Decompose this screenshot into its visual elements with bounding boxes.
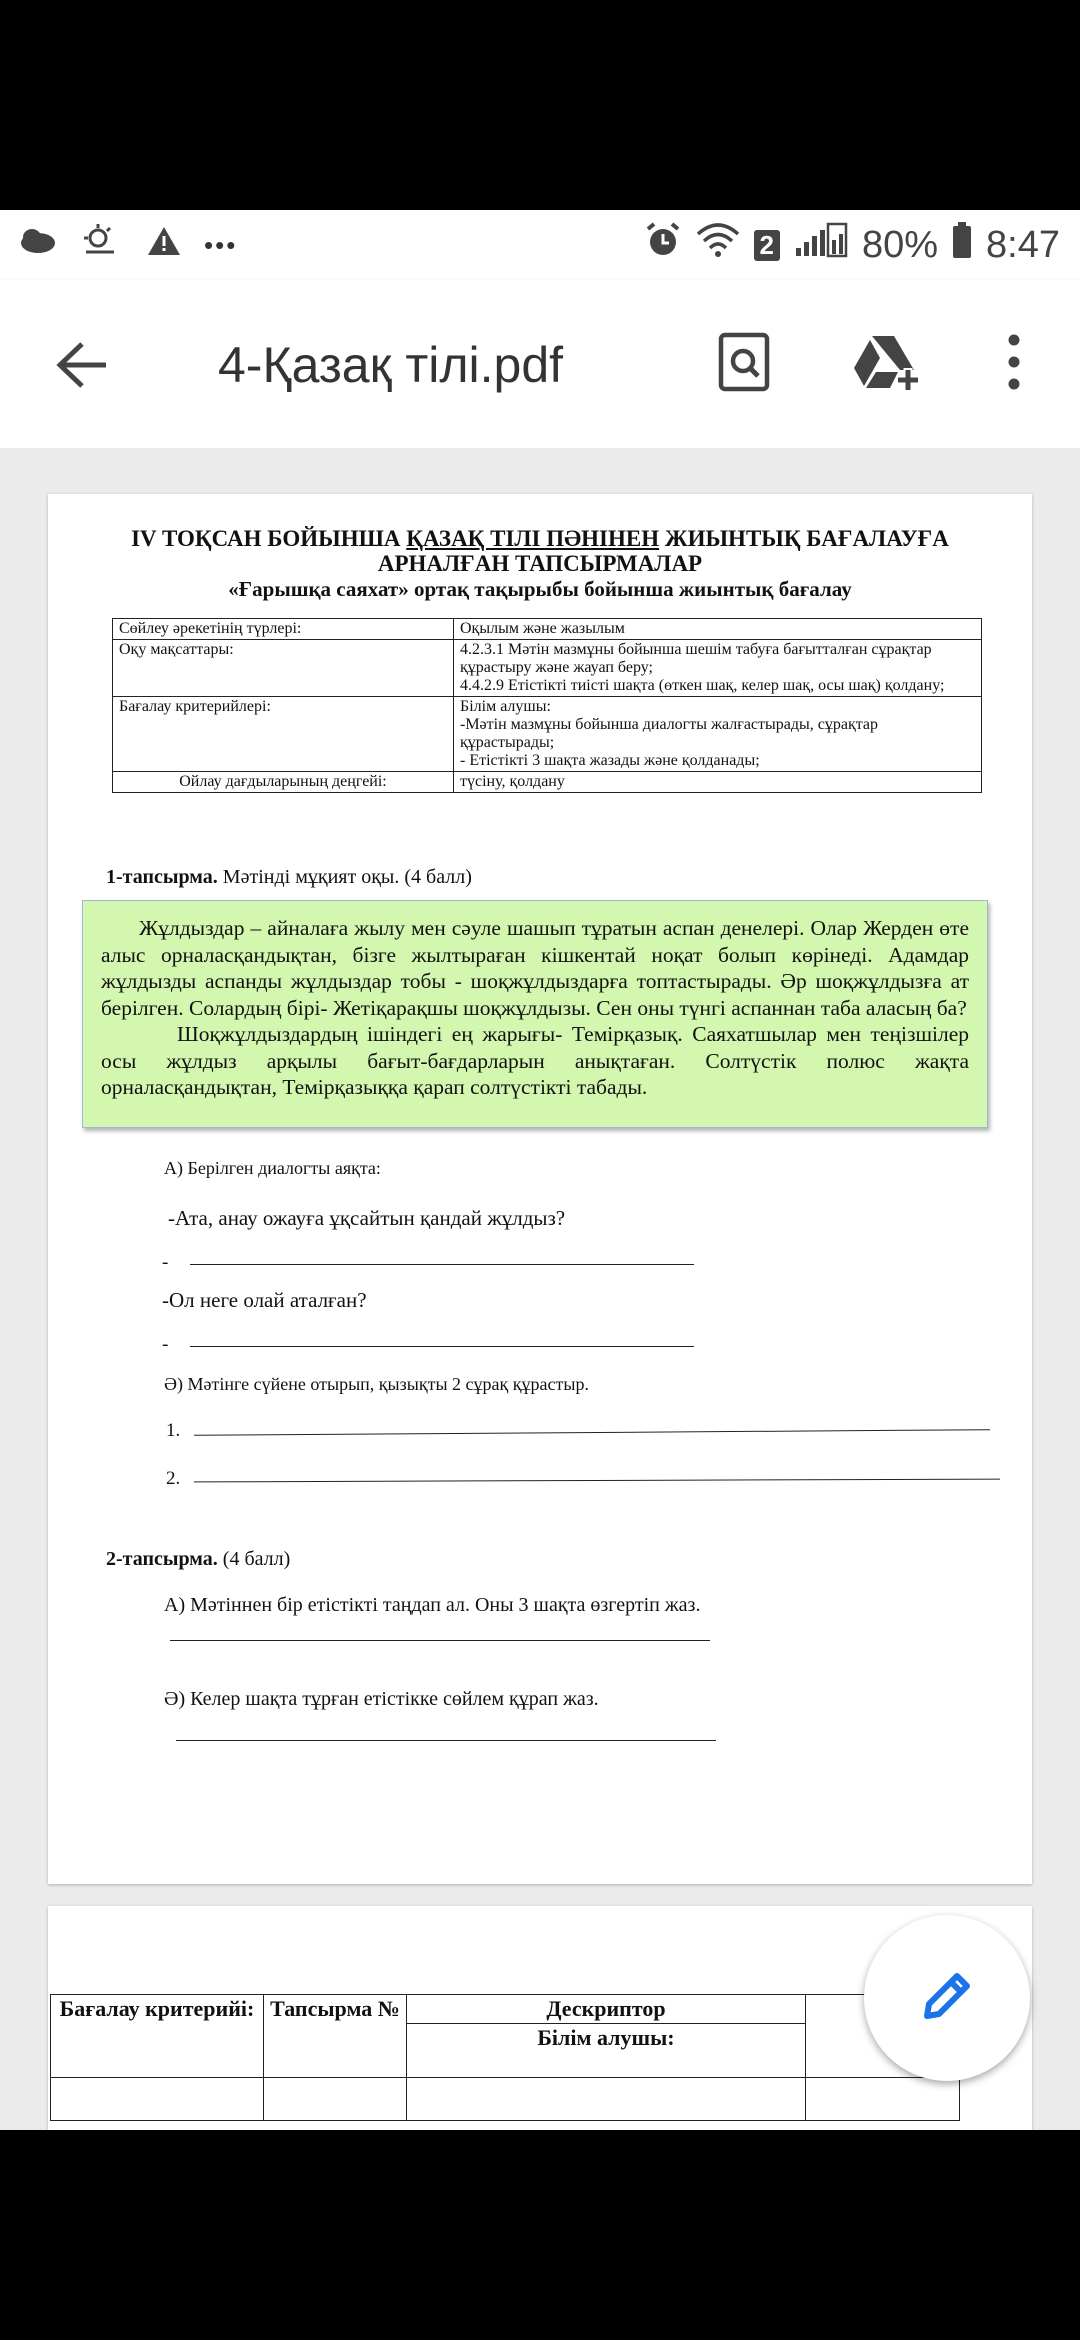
header-task-number: Тапсырма №	[264, 1995, 407, 2078]
warning-icon	[146, 225, 182, 266]
criteria-2: - Етістікті 3 шақта жазады және қолданады;	[460, 752, 760, 769]
question-number-2: 2.	[166, 1468, 181, 1489]
status-left	[18, 224, 237, 267]
pdf-viewer[interactable]	[0, 448, 1080, 2130]
battery-percent: 80%	[861, 223, 939, 266]
instruction-ae: Ә) Мәтінге сүйене отырып, қызықты 2 сұрақ құрастыр.	[164, 1374, 589, 1394]
heading-line-1	[48, 526, 1032, 552]
dialogue-question-1: -Ата, анау ожауға ұқсайтын қандай жұлдыз?	[168, 1206, 566, 1230]
table-cell: Ойлау дағдыларының деңгейі:	[113, 772, 454, 793]
status-bar	[0, 210, 1080, 280]
heading-line-2: АРНАЛҒАН ТАПСЫРМАЛАР	[377, 551, 703, 576]
arrow-left-icon[interactable]	[52, 340, 108, 395]
header-descriptor: Дескриптор	[407, 1995, 806, 2024]
heading-line-3: «Ғарышқа саяхат» ортақ тақырыбы бойынша жиынтық бағалау	[228, 577, 852, 601]
battery-icon	[952, 221, 972, 269]
task2-instruction-ae: Ә) Келер шақта тұрған етістікке сөйлем құрап жаз.	[164, 1688, 599, 1710]
answer-line[interactable]	[194, 1479, 1000, 1483]
search-document-icon[interactable]	[718, 332, 772, 397]
instruction-a: А) Берілген диалогты аяқта:	[164, 1158, 381, 1178]
dialogue-question-2: -Ол неге олай аталған?	[162, 1288, 367, 1312]
table-cell	[454, 697, 982, 772]
document-title: 4-Қазақ тілі.pdf	[218, 337, 564, 393]
table-cell: Оқылым және жазылым	[454, 619, 982, 640]
task2-instruction-a: А) Мәтіннен бір етістікті таңдап ал. Оны 3 шақта өзгертіп жаз.	[164, 1594, 701, 1616]
answer-line[interactable]	[176, 1740, 716, 1741]
criteria-1: -Мәтін мазмұны бойынша диалогты жалғастырады, сұрақтар құрастырады;	[460, 716, 879, 751]
task1-text: Мәтінді мұқият оқы. (4 балл)	[217, 866, 472, 888]
more-notifications: •••	[204, 229, 238, 260]
reading-paragraph-2: Шоқжұлдыздардың ішіндегі ең жарығы- Темірқазық. Саяхатшылар мен теңізшілер осы жұлдыз арқылы бағыт-бағдарларын анықтаған. Солтүстік полюс жақта орналасқандықтан, Темірқазыққа қарап солтүстікті табады.	[101, 1022, 969, 1099]
task2-label: 2-тапсырма.	[106, 1548, 218, 1570]
table-cell: Сөйлеу әрекетінің түрлері:	[113, 619, 454, 640]
add-to-drive-icon[interactable]	[852, 332, 922, 397]
task2-heading	[106, 1548, 290, 1571]
header-learner: Білім алушы:	[407, 2024, 806, 2078]
table-cell: түсіну, қолдану	[454, 772, 982, 793]
heading-part-c: ЖИЫНТЫҚ БАҒАЛАУҒА	[659, 526, 949, 551]
question-number-1: 1.	[166, 1420, 181, 1441]
table-cell: Оқу мақсаттары:	[113, 640, 454, 697]
table-cell: Бағалау критерийлері:	[113, 697, 454, 772]
weather-icon	[80, 224, 124, 267]
dash-1: -	[162, 1252, 169, 1273]
objective-2: 4.4.2.9 Етістікті тиісті шақта (өткен шақ, келер шақ, осы шақ) қолдану;	[460, 677, 945, 694]
wifi-icon	[696, 222, 740, 268]
table-cell	[454, 640, 982, 697]
pdf-page-1	[48, 494, 1032, 1884]
table-cell	[51, 2078, 264, 2121]
header-criterion: Бағалау критерийі:	[51, 1995, 264, 2078]
heading-part-a: IV ТОҚСАН БОЙЫНША	[131, 526, 407, 551]
answer-line[interactable]	[190, 1264, 694, 1265]
objective-1: 4.2.3.1 Мәтін мазмұны бойынша шешім табуға бағытталған сұрақтар құрастыру және жауап беру;	[460, 641, 932, 676]
table-cell	[407, 2078, 806, 2121]
task1-label: 1-тапсырма.	[106, 866, 218, 888]
sim-badge: 2	[754, 230, 780, 261]
reading-text-box	[82, 900, 988, 1128]
edit-fab-button[interactable]	[864, 1915, 1030, 2081]
more-vert-icon[interactable]	[1004, 332, 1024, 397]
table-cell	[806, 2078, 960, 2121]
status-right	[644, 221, 1061, 269]
app-bar	[0, 280, 1080, 448]
descriptor-table	[50, 1994, 960, 2121]
reading-paragraph-1: Жұлдыздар – айналаға жылу мен сәуле шашып тұратын аспан денелері. Олар Жерден өте алыс орналасқандықтан, бізге жылтыраған кішкентай ноқат болып көрінеді. Адамдар жұлдызды аспанды жұлдыздар тобы - шоқжұлдыздарға топтастырады. Әр шоқжұлдызға ат берілген. Солардың бірі- Жетіқарақшы шоқжұлдызы. Сен оны түнгі аспаннан таба аласың ба?	[101, 916, 969, 1020]
criteria-intro: Білім алушы:	[460, 698, 551, 715]
dash-2: -	[162, 1334, 169, 1355]
task2-text: (4 балл)	[217, 1548, 291, 1570]
alarm-icon	[644, 221, 682, 269]
pencil-icon	[917, 1966, 977, 2031]
answer-line[interactable]	[190, 1346, 694, 1347]
answer-line[interactable]	[170, 1640, 710, 1641]
signal-icon	[794, 222, 848, 268]
assessment-table	[112, 618, 982, 793]
task1-heading	[106, 866, 472, 889]
table-cell	[264, 2078, 407, 2121]
cloud-icon	[18, 226, 58, 265]
answer-line[interactable]	[194, 1429, 990, 1436]
clock: 8:47	[986, 223, 1060, 266]
bottom-bezel	[0, 2130, 1080, 2340]
heading-part-b: ҚАЗАҚ ТІЛІ ПӘНІНЕН	[406, 526, 660, 551]
